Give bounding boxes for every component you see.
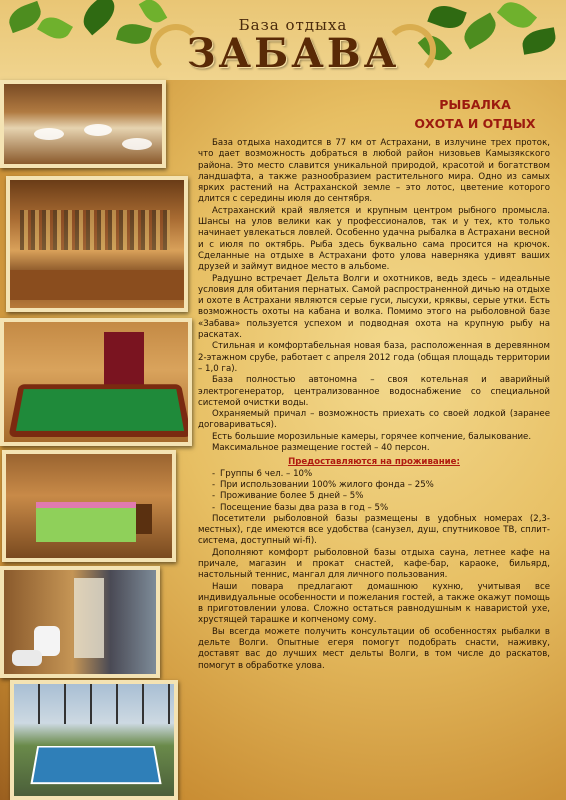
leaf-icon	[497, 0, 537, 34]
leaf-icon	[427, 1, 466, 33]
tagline-line-2: ОХОТА И ОТДЫХ	[414, 116, 536, 131]
banner-subtitle: База отдыха	[238, 16, 348, 34]
paragraph-building: Стильная и комфортабельная новая база, расположенная в деревянном 2-этажном срубе, работает с апреля 2012 года (общая площадь территории – 1,0 га).	[198, 341, 550, 374]
paragraph-rooms: Посетители рыболовной базы размещены в удобных номерах (2,3-местных), где имеются все удобства (санузел, душ, спутниковое ТВ, сплит-система, доступный wi-fi).	[198, 513, 550, 547]
title-banner	[168, 6, 418, 78]
list-item: - Группы 6 чел. – 10%	[198, 469, 550, 480]
table-tennis-photo	[10, 680, 178, 800]
tagline-line-1: РЫБАЛКА	[439, 97, 511, 112]
bar-counter-photo	[6, 176, 188, 312]
paragraph-amenities: Дополняют комфорт рыболовной базы отдыха сауна, летнее кафе на причале, магазин и прокат снастей, кафе-бар, караоке, бильярд, настольный теннис, мангал для личного пользования.	[198, 547, 550, 581]
leaf-icon	[139, 0, 168, 27]
leaf-icon	[520, 27, 557, 55]
scroll-curl-icon	[384, 24, 436, 76]
body-text	[198, 138, 550, 672]
offers-list	[198, 469, 550, 514]
paragraph-autonomy: База полностью автономна – своя котельная и аварийный электрогенератор, централизованное водоснабжение со специальной системой очистки воды.	[198, 375, 550, 408]
leaf-icon	[77, 0, 122, 35]
paragraph-fishing: Астраханский край является и крупным центром рыбного промысла. Шансы на улов велики как у профессионалов, так и у тех, кто только начинает увлекаться ловлей. Особенно удачна рыбалка в Астрахани весной и с июля по октябрь. Рыба здесь буквально сама просится на крючок. Сделанные на отдыхе в Астрахани фото улова наверняка удивят ваших друзей и займут видное место в альбоме.	[198, 205, 550, 273]
tagline	[400, 95, 550, 133]
leaf-icon	[116, 20, 152, 48]
scroll-curl-icon	[150, 24, 202, 76]
list-item: - Посещение базы два раза в год – 5%	[198, 503, 550, 514]
paragraph-guides: Вы всегда можете получить консультации об особенностях рыбалки в дельте Волги. Опытные егеря помогут подобрать снасти, наживку, доставят вас до лучших мест дельты Волги, в том числе до раскатов, помогут в обработке улова.	[198, 626, 550, 671]
paragraph-capacity: Максимальное размещение гостей – 40 персон.	[212, 443, 430, 454]
banner-title: ЗАБАВА	[186, 30, 400, 77]
paragraph-location: База отдыха находится в 77 км от Астрахани, в излучине трех проток, что дает возможность добраться в любой район низовьев Камызякского района. Это место славится уникальной природой, красотой и богатством ландшафта, а также разнообразием растительного мира. Одно из самых ярких растений на Астраханской земле – это лотос, цветение которого длится с середины июля до сентября.	[198, 138, 550, 205]
list-item: - Проживание более 5 дней – 5%	[198, 491, 550, 502]
list-item: - При использовании 100% жилого фонда – 25%	[198, 480, 550, 491]
leaf-icon	[459, 12, 501, 49]
bedroom-photo	[2, 450, 176, 562]
paragraph-pier: Охраняемый причал – возможность приехать со своей лодкой (заранее договариваться).	[198, 409, 550, 431]
paragraph-hunting: Радушно встречает Дельта Волги и охотников, ведь здесь – идеальные условия для обитания пернатых. Самой распространенной дичью на отдыхе и охоте в Астрахани являются серые гуси, лысухи, кряквы, серые утки. Есть возможность охоты на кабана и волка. Помимо этого на рыболовной базе «Забава» пользуется успехом и подводная охота на крупную рыбу на раскатах.	[198, 273, 550, 341]
paragraph-freezers: Есть большие морозильные камеры, горячее копчение, балыкование.	[212, 431, 532, 442]
billiard-room-photo	[0, 318, 192, 446]
bathroom-photo	[0, 566, 160, 678]
leaf-icon	[37, 12, 73, 44]
dining-room-photo	[0, 80, 166, 168]
paragraph-cuisine: Наши повара предлагают домашнюю кухню, учитывая все индивидуальные особенности и пожелания гостей, а также окажут помощь в приготовлении улова. Сложно остаться равнодушным к наваристой ухе, хрустящей тарашке и копченому сому.	[198, 581, 550, 626]
offers-title: Предоставляются на проживание:	[288, 457, 460, 468]
